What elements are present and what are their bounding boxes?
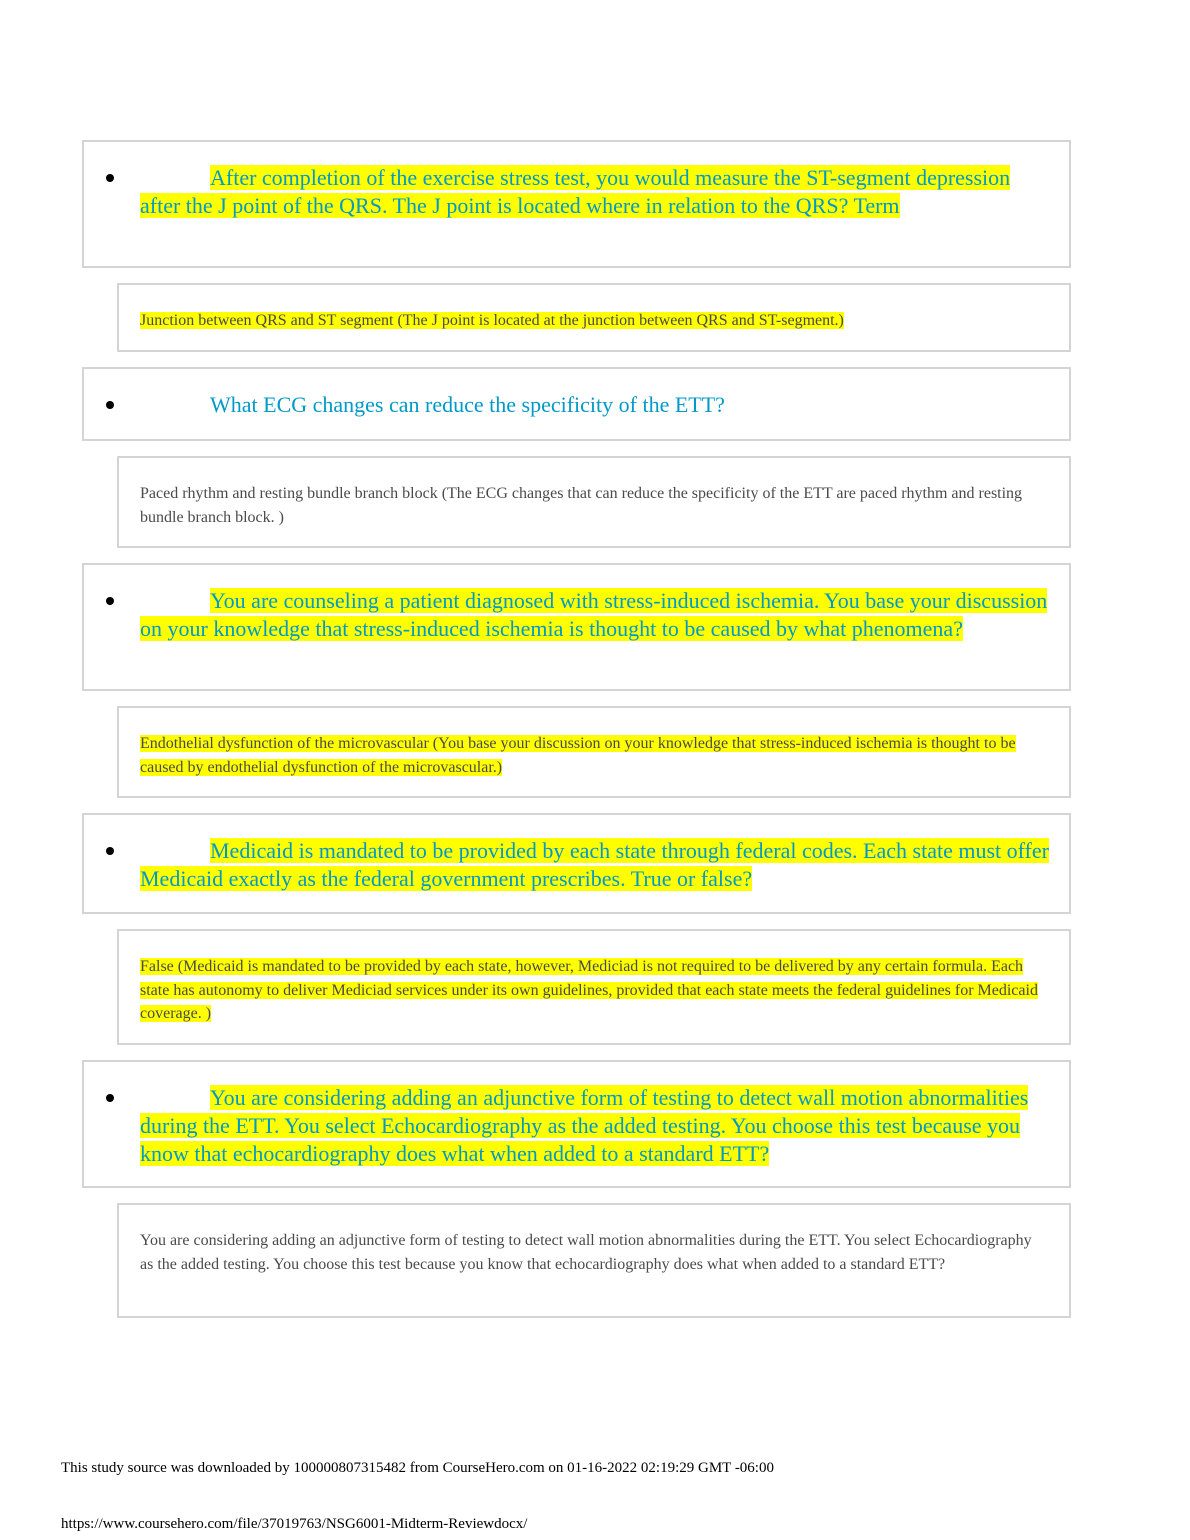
answer-card [117,929,1071,1045]
question-text: Medicaid is mandated to be provided by each state through federal codes. Each state must offer Medicaid exactly as the federal government prescribes. True or false? [140,838,1049,891]
answer-card [117,456,1071,548]
question-card [82,140,1071,268]
question-card [82,813,1071,914]
answer-card [117,283,1071,352]
bullet-icon [106,597,114,605]
answer-text: You are considering adding an adjunctive form of testing to detect wall motion abnormalities during the ETT. You select Echocardiography as the added testing. You choose this test because you know that echocardiography does what when added to a standard ETT? [140,1232,1032,1273]
question-card [82,563,1071,691]
answer-text: False (Medicaid is mandated to be provided by each state, however, Mediciad is not required to be delivered by any certain formula. Each state has autonomy to deliver Mediciad services under its own guidelines, provided that each state meets the federal guidelines for Medicaid coverage. ) [140,958,1038,1022]
answer-text: Junction between QRS and ST segment (The J point is located at the junction between QRS and ST-segment.) [140,312,844,329]
question-card [82,367,1071,441]
question-text: You are considering adding an adjunctive form of testing to detect wall motion abnormalities during the ETT. You select Echocardiography as the added testing. You choose this test because you know that echocardiography does what when added to a standard ETT? [140,1085,1029,1166]
question-text: After completion of the exercise stress test, you would measure the ST-segment depression after the J point of the QRS. The J point is located where in relation to the QRS? Term [140,165,1011,218]
answer-card [117,706,1071,798]
answer-text: Paced rhythm and resting bundle branch block (The ECG changes that can reduce the specificity of the ETT are paced rhythm and resting bundle branch block. ) [140,485,1023,526]
question-text: You are counseling a patient diagnosed with stress-induced ischemia. You base your discussion on your knowledge that stress-induced ischemia is thought to be caused by what phenomena? [140,588,1048,641]
bullet-icon [106,174,114,182]
source-url[interactable]: https://www.coursehero.com/file/37019763/NSG6001-Midterm-Reviewdocx/ [61,1516,528,1532]
bullet-icon [106,847,114,855]
bullet-icon [106,1094,114,1102]
answer-card [117,1203,1071,1318]
bullet-icon [106,401,114,409]
answer-text: Endothelial dysfunction of the microvascular (You base your discussion on your knowledge that stress-induced ischemia is thought to be caused by endothelial dysfunction of the microvascular.) [140,735,1016,776]
question-text: What ECG changes can reduce the specificity of the ETT? [210,392,725,417]
download-notice: This study source was downloaded by 100000807315482 from CourseHero.com on 01-16-2022 02:19:29 GMT -06:00 [61,1460,774,1476]
question-card [82,1060,1071,1188]
